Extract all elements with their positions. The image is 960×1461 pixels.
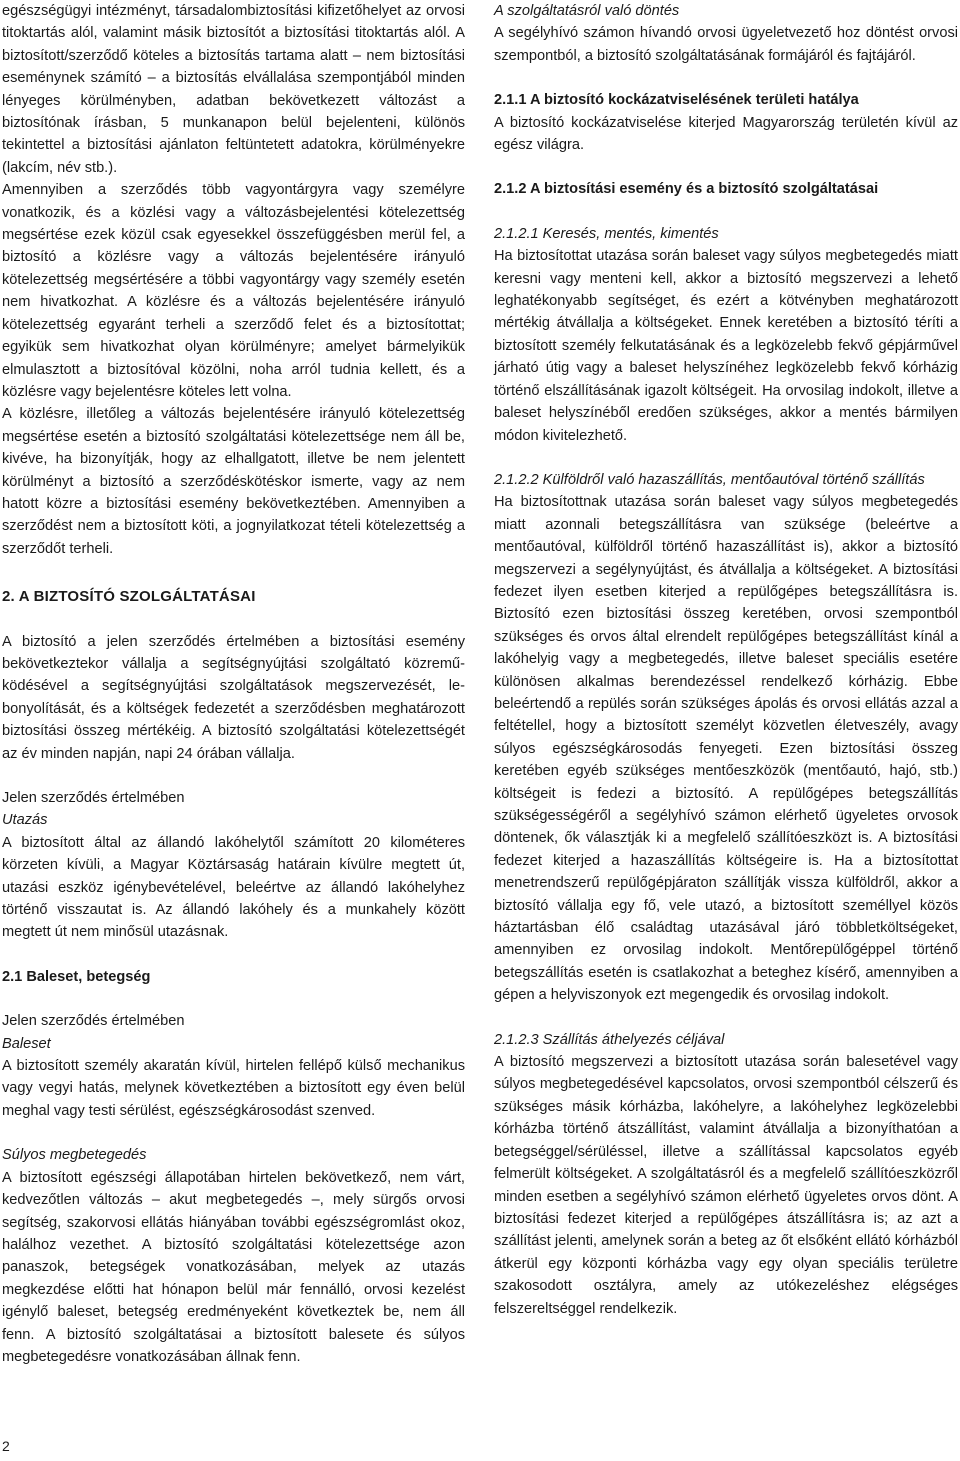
subsection-heading: 2.1.1 A biztosító kockázatviselésének területi hatálya <box>494 92 859 109</box>
italic-heading: 2.1.2.1 Keresés, mentés, kimentés <box>494 225 719 242</box>
paragraph: A segélyhívó számon hívandó orvosi ügyeletvezető hoz döntést orvosi szempontból, a biztosító szolgáltatásának formájáról és fajtájáról. <box>494 25 958 64</box>
paragraph: A biztosító megszervezi a biztosított utazása során balesetével vagy súlyos megbetegedésével kapcsolatos, orvosi szempontból célszerű és szükséges másik kórházba, lakóhelyre, a lakóhelyhez legközelebbi kórházba történő átszállítást, valamint átvállalja a bizonyíthatóan a betegséggel/sérüléssel, illetve a szállítással kapcsolatos egyéb felmerült költségeket. A szolgáltatásról és a megfelelő szállítóeszközről minden esetben a segélyhívó számon elérhető ügyeletes orvos dönt. A biztosítási fedezet kiterjed a repülőgépes átszállításra is; az azt a szállítást jelenti, amelynek során a beteg az őt elsőként ellátó kórházból átkerül egy központi kórházba vagy egy olyan speciális területre szakosodott osztályra, amely az utókezeléshez elégséges felszereltséggel rendelkezik. <box>494 1054 958 1317</box>
italic-heading: A szolgáltatásról való döntés <box>494 3 680 19</box>
definition-intro: Jelen szerződés értelmében <box>2 1013 185 1030</box>
paragraph: A biztosító a jelen szerződés értelmében a biztosítási esemény bekövetkeztekor vállalja a segítségnyújtási szolgáltató közreműködésével a segítségnyújtási szolgáltatások megszervezését, lebonyolítását, és a költségek fedezetét a szerződésben meghatározott biztosítási összeg mértékéig. A biztosító szolgáltatási kötelezettségét az év minden napján, napi 24 órában vállalja. <box>2 633 465 762</box>
italic-heading: 2.1.2.3 Szállítás áthelyezés céljával <box>494 1031 725 1048</box>
subsection-heading: 2.1.2 A biztosítási esemény és a biztosító szolgáltatásai <box>494 181 879 198</box>
section-heading: 2. A BIZTOSÍTÓ SZOLGÁLTATÁSAI <box>2 588 256 606</box>
paragraph: Ha biztosítottat utazása során baleset vagy súlyos megbetegedés miatt keresni vagy menteni kell, akkor a biztosító megszervezi a lehető leghatékonyabb segítséget, és ezért a kötvényben meghatározott mértékig átvállalja a költségeket. Ennek keretében a biztosító téríti a biztosított személy felkutatásának és a legközelebb fekvő gépjárművel járható útig vagy a baleset helyszínéhez legközelebb fekvő kórházig történő elszállításának igazolt költségeit. Ha orvosilag indokolt, illetve a baleset helyszínéből eredően szükséges, akkor a mentés bármilyen módon kivitelezhető. <box>494 248 958 444</box>
right-column <box>494 0 958 1320</box>
subsection-heading: 2.1 Baleset, betegség <box>2 968 151 985</box>
definition-term: Súlyos megbetegedés <box>2 1147 147 1164</box>
paragraph: A biztosító kockázatviselése kiterjed Magyarország területén kívül az egész világra. <box>494 114 958 154</box>
paragraph: A közlésre, illetőleg a változás bejelentésére irányuló kötelezettség megsértése esetén a biztosító szolgáltatási kötelezettsége nem áll be, kivéve, ha bizonyítják, hogy az elhallgatott, illetve be nem jelentett körülményt a biztosító a szerződéskötéskor ismerte, vagy az nem hatott közre a biztosítási esemény bekövetkeztében. Amennyiben a szerződést nem a biztosított köti, a jognyilatkozat tételi kötelezettség a szerződőt terheli. <box>2 406 465 557</box>
page-number: 2 <box>2 1438 10 1454</box>
definition-text: A biztosított egészségi állapotában hirtelen bekövetkező, nem várt, kedvezőtlen változás – akut megbetegedés –, mely sürgős orvosi segítség, szakorvosi ellátás hiányában további egészségromlást okoz, halálhoz vezethet. A biztosító szolgáltatási kötelezettsége azon panaszok, betegségek vonatkozásában, melyek az utazás megkezdése előtti hat hónapon belül már fennálló, orvosi kezelést igénylő baleset, betegség eredményeként következtek be, nem áll fenn. A biztosító szolgáltatásai a biztosított balesete és súlyos megbetegedésre vonatkozásában állnak fenn. <box>2 1169 465 1365</box>
definition-term: Utazás <box>2 812 48 829</box>
definition-term: Baleset <box>2 1035 51 1052</box>
paragraph: Ha biztosítottnak utazása során baleset vagy súlyos megbetegedés miatt azonnali betegszállításra van szüksége (beleértve a mentőautóval, külföldről történő hazaszállítást is), akkor a biztosító megszervezi a segélynyújtást, és átvállalja a költségeket. A biztosítási fedezet ilyen esetben kiterjed a repülőgépes betegszállításra is. Biztosító ezen biztosítási összeg keretében, orvosi szempontból szükséges és orvos által elrendelt repülőgépes betegszállítást kínál a lakóhelyig vagy a megbetegedés, illetve baleset speciális esetére különösen alkalmas berendezéssel rendelkező kórházig. Ebbe beleértendő a repülés során szükséges ápolás és orvosi ellátás azzal a feltétellel, hogy a biztosított személyt közvetlen életveszély, avagy súlyos egészségkárosodás fenyegeti. Ezen biztosítási összeg keretében egyéb szükséges mentőeszközök (mentőautó, hajó, stb.) költségeit is fedezi a biztosító. A repülőgépes betegszállítás szükségességéről a segélyhívó számon elérhető ügyeletes orvosok döntenek, ők választják ki a megfelelő szállítóeszközt is. A biztosítási fedezet kiterjed a hazaszállítás költségeire is. Ha a biztosítottat menetrendszerű repülőgépjáraton szállítják vissza külföldről, akkor a biztosító vállalja egy fő, vele utazó, a biztosított személlyel közös háztartásban élő családtag utazásával járó többletköltségeket, amennyiben ez orvosilag indokolt. Mentőrepülőgéppel történő betegszállítás esetén is csatlakozhat a beteghez kísérő, amennyiben a gépen a helyviszonyok ezt megengedik és orvosilag indokolt. <box>494 494 958 1004</box>
left-column <box>2 0 465 1368</box>
paragraph: egészségügyi intézményt, társadalombiztosítási kifizetőhelyet az orvosi titoktartás alól, valamint másik biztosítót a biztosítási titoktartás alól. A biztosított/szerződő köteles a biztosítás tartama alatt – nem biztosítási eseménynek számító – a biztosítás elvállalása szempontjából minden lényeges körülményben, adatban bekövetkezett változást a biztosítónak írásban, 5 munkanapon belül bejelenteni, különös tekintettel a biztosítási ajánlaton feltüntetett adatokra, körülményekre (lakcím, név stb.). <box>2 3 465 176</box>
italic-heading: 2.1.2.2 Külföldről való hazaszállítás, mentőautóval történő szállítás <box>494 471 925 488</box>
definition-intro: Jelen szerződés értelmében <box>2 790 185 806</box>
definition-text: A biztosított személy akaratán kívül, hirtelen fellépő külső mechanikus vagy vegyi hatás, melynek következtében a biztosított egy éven belül meghal vagy testi sérülést, egészségkárosodást szenved. <box>2 1058 465 1119</box>
paragraph: Amennyiben a szerződés több vagyontárgyra vagy személyre vonatkozik, és a közlési vagy a változásbejelentési kötelezettség megsértése ezek közül csak egyesekkel összefüggésben merül fel, a biztosító a közlésre vagy a változás bejelentésére irányuló kötelezettség megsértésére a többi vagyontárgy vagy személy esetén nem hivatkozhat. A közlésre és a változás bejelentésére irányuló kötelezettség egyaránt terheli a szerződő felet és a biztosítottat; egyikük sem hivatkozhat olyan körülményre; amelyet bármelyikük elmulasztott a biztosítóval közölni, noha arról tudnia kellett, és a közlésre vagy bejelentésre köteles lett volna. <box>2 182 465 400</box>
definition-text: A biztosított által az állandó lakóhelytől számított 20 kilométeres körzeten kívüli, a Magyar Köztársaság határain kívülre megtett út, utazási eszköz igénybevételével, beleértve az állandó lakóhelyhez történő visszautat is. Az állandó lakóhely és a munkahely között megtett út nem minősül utazásnak. <box>2 834 465 941</box>
